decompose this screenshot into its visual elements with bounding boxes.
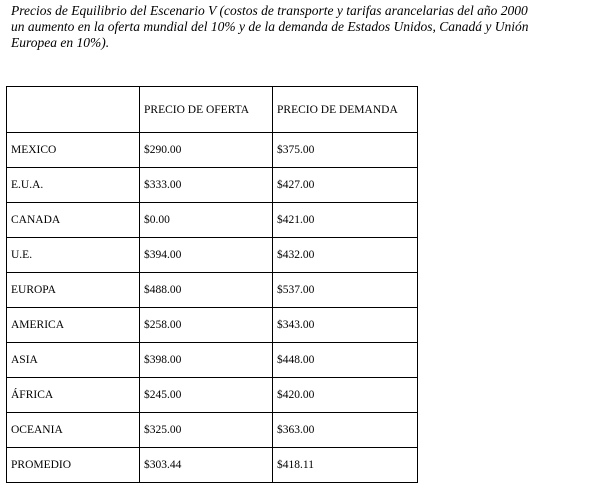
demand-price-cell: $421.00 — [273, 203, 418, 238]
region-cell: ASIA — [7, 343, 140, 378]
table-row — [7, 413, 418, 448]
region-cell: EUROPA — [7, 273, 140, 308]
table-row — [7, 378, 418, 413]
equilibrium-prices-table — [6, 86, 418, 483]
table-row — [7, 273, 418, 308]
table-caption — [11, 3, 590, 51]
supply-price-cell: $333.00 — [140, 168, 273, 203]
region-cell: MEXICO — [7, 133, 140, 168]
supply-price-cell: $398.00 — [140, 343, 273, 378]
supply-price-cell: $303.44 — [140, 448, 273, 483]
caption-line: un aumento en la oferta mundial del 10% y de la demanda de Estados Unidos, Canadá y Unión — [11, 19, 529, 34]
table-row — [7, 168, 418, 203]
header-cell-region — [7, 87, 140, 133]
region-cell: AMERICA — [7, 308, 140, 343]
demand-price-cell: $427.00 — [273, 168, 418, 203]
supply-price-cell: $0.00 — [140, 203, 273, 238]
supply-price-cell: $488.00 — [140, 273, 273, 308]
caption-line: Europea en 10%). — [11, 35, 110, 50]
table-row — [7, 448, 418, 483]
demand-price-cell: $448.00 — [273, 343, 418, 378]
table-header-row — [7, 87, 418, 133]
region-cell: U.E. — [7, 238, 140, 273]
demand-price-cell: $537.00 — [273, 273, 418, 308]
table-row — [7, 308, 418, 343]
region-cell: PROMEDIO — [7, 448, 140, 483]
region-cell: OCEANIA — [7, 413, 140, 448]
supply-price-cell: $325.00 — [140, 413, 273, 448]
table-row — [7, 203, 418, 238]
region-cell: E.U.A. — [7, 168, 140, 203]
header-cell-demand-price: PRECIO DE DEMANDA — [273, 87, 418, 133]
demand-price-cell: $418.11 — [273, 448, 418, 483]
caption-line: Precios de Equilibrio del Escenario V (costos de transporte y tarifas arancelarias del año 2000 — [11, 3, 528, 18]
demand-price-cell: $420.00 — [273, 378, 418, 413]
demand-price-cell: $363.00 — [273, 413, 418, 448]
demand-price-cell: $343.00 — [273, 308, 418, 343]
region-cell: ÁFRICA — [7, 378, 140, 413]
supply-price-cell: $245.00 — [140, 378, 273, 413]
supply-price-cell: $394.00 — [140, 238, 273, 273]
region-cell: CANADA — [7, 203, 140, 238]
supply-price-cell: $258.00 — [140, 308, 273, 343]
table-row — [7, 238, 418, 273]
table-row — [7, 133, 418, 168]
demand-price-cell: $432.00 — [273, 238, 418, 273]
header-cell-supply-price: PRECIO DE OFERTA — [140, 87, 273, 133]
table-body — [7, 87, 418, 483]
supply-price-cell: $290.00 — [140, 133, 273, 168]
demand-price-cell: $375.00 — [273, 133, 418, 168]
table-row — [7, 343, 418, 378]
